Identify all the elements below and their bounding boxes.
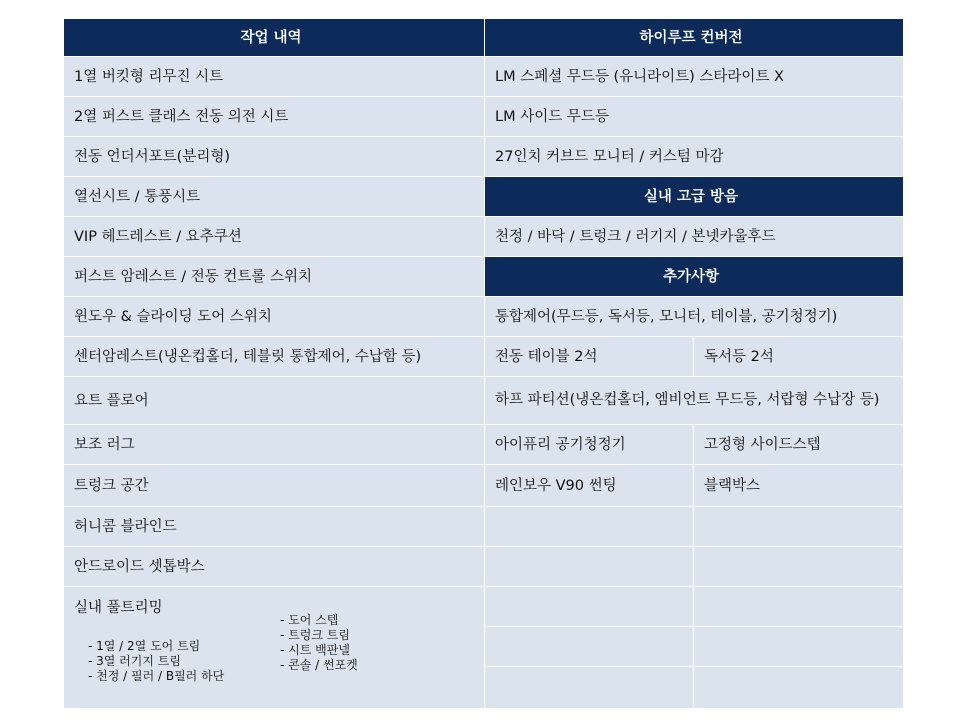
list-item: 요트 플로어 [64,377,484,425]
list-item: 퍼스트 암레스트 / 전동 컨트롤 스위치 [64,257,484,297]
trim-item: - 시트 백판넬 [280,643,350,657]
empty-cell [694,507,903,547]
empty-cell [694,667,903,708]
list-item: 고정형 사이드스텝 [694,425,903,465]
high-roof-header: 하이루프 컨버전 [485,19,903,57]
column-divider [693,425,694,708]
work-history-header: 작업 내역 [64,19,484,57]
empty-cell [694,587,903,627]
list-item: 하프 파티션(냉온컵홀더, 엠비언트 무드등, 서랍형 수납장 등) [485,377,903,425]
trim-item: - 천정 / 필러 / B필러 하단 [88,669,225,683]
list-item: 27인치 커브드 모니터 / 커스텀 마감 [485,137,903,177]
empty-cell [694,547,903,587]
empty-cell [485,627,693,667]
list-item: VIP 헤드레스트 / 요추쿠션 [64,217,484,257]
work-table [64,19,903,708]
interior-trim-cell [64,587,484,708]
list-item: 열선시트 / 통풍시트 [64,177,484,217]
trim-item: - 도어 스텝 [280,613,339,627]
list-item: 독서등 2석 [694,337,903,377]
list-item: 아이퓨리 공기청정기 [485,425,693,465]
list-item: 보조 러그 [64,425,484,465]
list-item: 전동 언더서포트(분리형) [64,137,484,177]
list-item: 천정 / 바닥 / 트렁크 / 러기지 / 본넷카울후드 [485,217,903,257]
list-item: 트렁크 공간 [64,465,484,507]
trim-item: - 1열 / 2열 도어 트림 [88,639,201,653]
list-item: 통합제어(무드등, 독서등, 모니터, 테이블, 공기청정기) [485,297,903,337]
column-divider [693,337,694,377]
trim-item: - 3열 러기지 트림 [88,654,181,668]
trim-sublist-1 [88,639,224,684]
empty-cell [694,627,903,667]
trim-sublist-2 [280,613,358,673]
list-item: 허니콤 블라인드 [64,507,484,547]
list-item: 안드로이드 셋톱박스 [64,547,484,587]
list-item: 2열 퍼스트 클래스 전동 의전 시트 [64,97,484,137]
list-item: 1열 버킷형 리무진 시트 [64,57,484,97]
empty-cell [485,507,693,547]
list-item: 윈도우 & 슬라이딩 도어 스위치 [64,297,484,337]
interior-trim-title: 실내 풀트리밍 [74,600,163,616]
list-item: 블랙박스 [694,465,903,507]
list-item: 센터암레스트(냉온컵홀더, 테블릿 통합제어, 수납함 등) [64,337,484,377]
list-item: LM 사이드 무드등 [485,97,903,137]
empty-cell [485,547,693,587]
empty-cell [485,667,693,708]
list-item: LM 스페셜 무드등 (유니라이트) 스타라이트 X [485,57,903,97]
extras-header: 추가사항 [485,257,903,297]
soundproofing-header: 실내 고급 방음 [485,177,903,217]
list-item: 전동 테이블 2석 [485,337,693,377]
trim-item: - 트렁크 트림 [280,628,350,642]
empty-cell [485,587,693,627]
trim-item: - 콘솔 / 썬포켓 [280,658,358,672]
list-item: 레인보우 V90 썬팅 [485,465,693,507]
